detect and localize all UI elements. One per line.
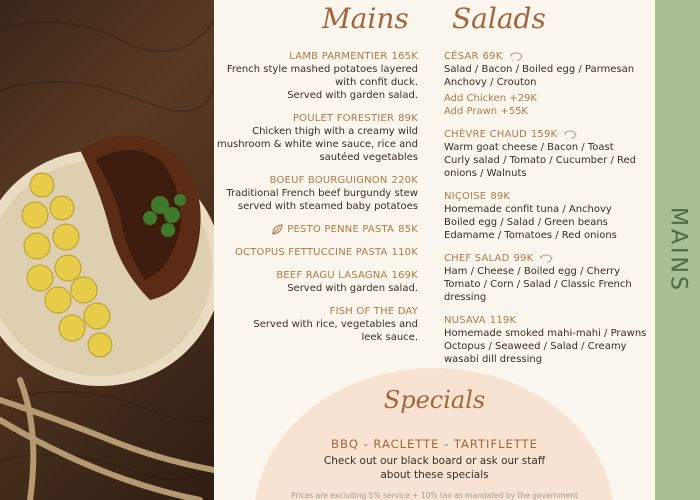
salad-title	[444, 252, 654, 265]
salad-desc: Octopus / Seaweed / Salad / Creamy	[444, 341, 627, 352]
salad-price: 69K	[482, 51, 503, 62]
food-illustration	[0, 0, 214, 500]
salad-name: CHEF SALAD	[444, 253, 510, 264]
dish-name: LAMB PARMENTIER	[289, 51, 388, 62]
salad-name: CHÈVRE CHAUD	[444, 129, 527, 140]
dish-desc: sautéed vegetables	[319, 152, 418, 163]
dish-title	[214, 50, 418, 63]
dish-item	[214, 50, 418, 102]
dish-item	[214, 112, 418, 164]
salad-item	[444, 314, 654, 366]
dish-price: 110K	[391, 247, 418, 258]
dish-title	[214, 305, 418, 318]
salad-item	[444, 50, 654, 118]
salad-price: 89K	[490, 191, 511, 202]
dish-price: 220K	[391, 175, 418, 186]
salad-desc: Anchovy / Crouton	[444, 77, 537, 88]
dish-name: OCTOPUS FETTUCCINE PASTA	[234, 247, 388, 258]
specials-title: Specials	[383, 386, 486, 414]
dish-name: POULET FORESTIER	[292, 113, 395, 124]
dish-item	[214, 305, 418, 344]
dish-item	[214, 269, 418, 295]
dish-desc: Served with garden salad.	[287, 90, 418, 101]
dish-name: BOEUF BOURGUIGNON	[269, 175, 388, 186]
salad-desc: wasabi dill dressing	[444, 354, 543, 365]
dish-desc: with confit duck.	[335, 77, 418, 88]
dish-title	[214, 269, 418, 282]
dish-desc: French style mashed potatoes layered	[226, 64, 418, 75]
price-footnote: Prices are excluding 5% service + 10% tax as mandated by the government	[291, 491, 578, 500]
salad-title	[444, 128, 654, 141]
dish-desc: leek sauce.	[361, 332, 418, 343]
salad-desc: Salad / Bacon / Boiled egg / Parmesan	[444, 64, 635, 75]
salad-desc: Edamame / Tomatoes / Red onions	[444, 230, 617, 241]
dish-title	[214, 246, 418, 259]
pig-icon	[563, 129, 577, 139]
salad-item	[444, 128, 654, 180]
dish-name: FISH OF THE DAY	[329, 306, 418, 317]
salad-desc: Homemade smoked mahi-mahi / Prawns	[444, 328, 647, 339]
mains-title: Mains	[322, 2, 409, 35]
salad-desc: Tomato / Corn / Salad / Classic French	[444, 279, 632, 290]
pig-icon	[509, 51, 523, 61]
dish-name: PESTO PENNE PASTA	[287, 224, 395, 235]
salad-name: CÉSAR	[444, 51, 479, 62]
specials-note	[214, 454, 655, 482]
dish-name: BEEF RAGU LASAGNA	[276, 270, 388, 281]
dish-price: 165K	[391, 51, 418, 62]
salads-list	[444, 50, 654, 376]
salad-title	[444, 314, 654, 327]
salad-title	[444, 190, 654, 203]
dish-title	[214, 174, 418, 187]
food-photo	[0, 0, 214, 500]
dish-desc: Served with garden salad.	[287, 283, 418, 294]
salad-title	[444, 50, 654, 63]
specials-note-line: Check out our black board or ask our staff	[323, 455, 546, 467]
salad-addon: Add Prawn +55K	[444, 106, 528, 117]
dish-desc: mushroom & white wine sauce, rice and	[216, 139, 418, 150]
mains-list	[214, 50, 418, 354]
dish-desc: Traditional French beef burgundy stew	[226, 188, 418, 199]
salad-price: 99K	[513, 253, 534, 264]
dish-price: 85K	[398, 224, 418, 235]
salad-price: 159K	[530, 129, 558, 140]
leaf-icon	[272, 224, 283, 235]
dish-desc: Served with rice, vegetables and	[253, 319, 418, 330]
specials-section	[214, 368, 655, 500]
salad-desc: onions / Walnuts	[444, 168, 527, 179]
salad-desc: Ham / Cheese / Boiled egg / Cherry	[444, 266, 621, 277]
dish-desc: served with steamed baby potatoes	[237, 201, 418, 212]
salad-desc: Warm goat cheese / Bacon / Toast	[444, 142, 614, 153]
dish-title	[214, 223, 418, 236]
salad-price: 119K	[489, 315, 517, 326]
specials-note-line: about these specials	[380, 469, 489, 481]
salad-desc: Curly salad / Tomato / Cucumber / Red	[444, 155, 637, 166]
dish-title	[214, 112, 418, 125]
tab-label: MAINS	[665, 207, 691, 293]
dish-price: 89K	[398, 113, 418, 124]
dish-item	[214, 174, 418, 213]
salad-desc: dressing	[444, 292, 487, 303]
dish-price: 169K	[391, 270, 418, 281]
pig-icon	[539, 253, 553, 263]
specials-items: BBQ - RACLETTE - TARTIFLETTE	[331, 437, 538, 451]
dish-desc: Chicken thigh with a creamy wild	[252, 126, 418, 137]
salad-desc: Homemade confit tuna / Anchovy	[444, 204, 612, 215]
salad-item	[444, 252, 654, 304]
salad-desc: Boiled egg / Salad / Green beans	[444, 217, 608, 228]
salad-name: NUSAVA	[444, 315, 486, 326]
salads-title: Salads	[452, 2, 546, 35]
dish-item	[214, 223, 418, 236]
salad-name: NIÇOISE	[444, 191, 487, 202]
dish-item	[214, 246, 418, 259]
salad-addon: Add Chicken +29K	[444, 93, 537, 104]
salad-item	[444, 190, 654, 242]
